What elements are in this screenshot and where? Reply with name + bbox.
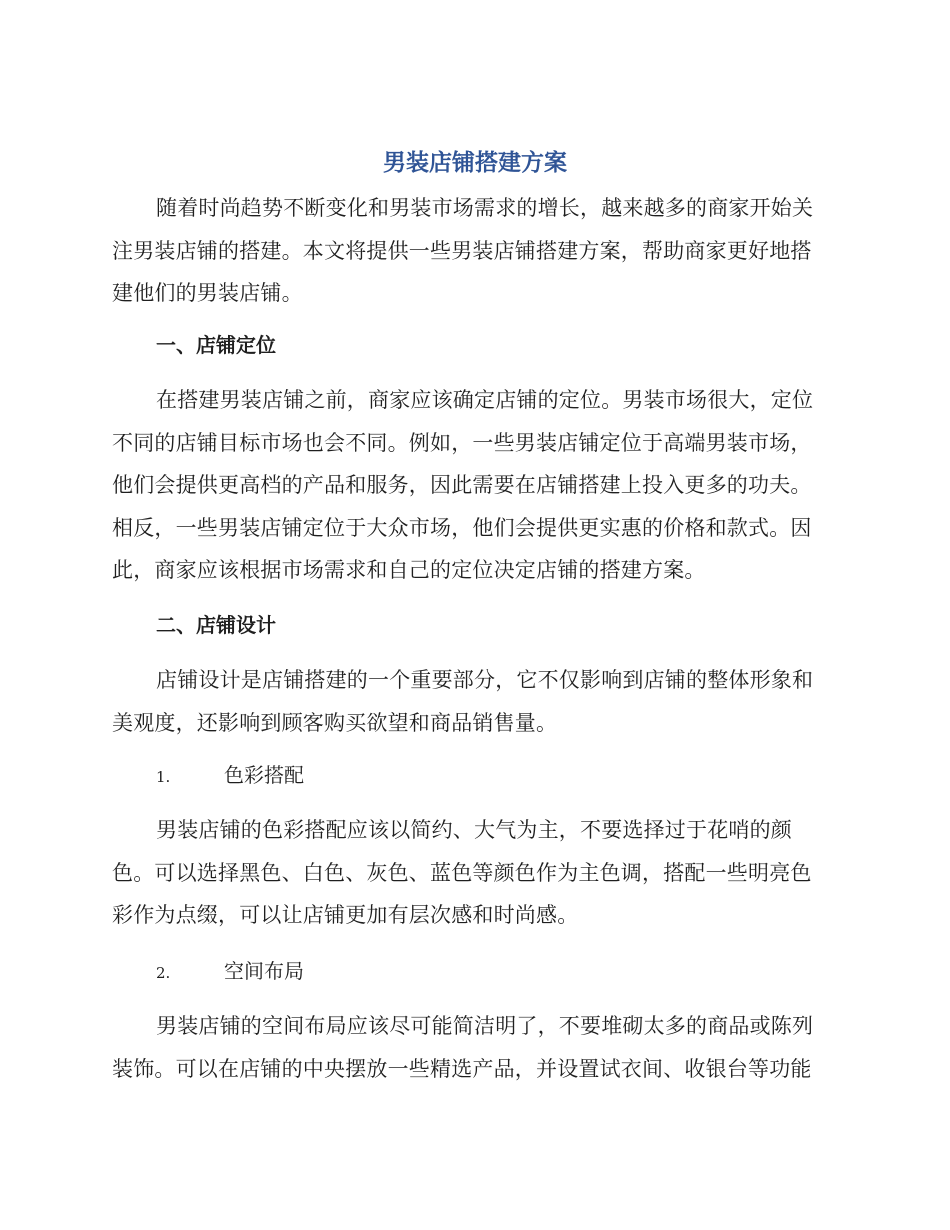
layout-paragraph: 男装店铺的空间布局应该尽可能简洁明了，不要堆砌太多的商品或陈列装饰。可以在店铺的中央摆放一些精选产品，并设置试衣间、收银台等功能	[112, 1014, 814, 1081]
list-item-layout	[156, 954, 304, 990]
list-label: 色彩搭配	[224, 763, 304, 787]
positioning-paragraph: 在搭建男装店铺之前，商家应该确定店铺的定位。男装市场很大，定位不同的店铺目标市场也会不同。例如，一些男装店铺定位于高端男装市场，他们会提供更高档的产品和服务，因此需要在店铺搭建上投入更多的功夫。相反，一些男装店铺定位于大众市场，他们会提供更实惠的价格和款式。因此，商家应该根据市场需求和自己的定位决定店铺的搭建方案。	[112, 388, 814, 582]
color-paragraph: 男装店铺的色彩搭配应该以简约、大气为主，不要选择过于花哨的颜色。可以选择黑色、白色、灰色、蓝色等颜色作为主色调，搭配一些明亮色彩作为点缀，可以让店铺更加有层次感和时尚感。	[112, 818, 812, 927]
section-heading-design: 二、店铺设计	[156, 613, 276, 637]
document-title: 男装店铺搭建方案	[383, 150, 567, 176]
intro-paragraph: 随着时尚趋势不断变化和男装市场需求的增长，越来越多的商家开始关注男装店铺的搭建。本文将提供一些男装店铺搭建方案，帮助商家更好地搭建他们的男装店铺。	[112, 196, 814, 305]
section-heading-positioning: 一、店铺定位	[156, 333, 276, 357]
list-item-color	[156, 758, 304, 794]
design-paragraph: 店铺设计是店铺搭建的一个重要部分，它不仅影响到店铺的整体形象和美观度，还影响到顾客购买欲望和商品销售量。	[112, 668, 814, 735]
list-number: 2.	[156, 964, 171, 982]
list-number: 1.	[156, 768, 171, 786]
list-label: 空间布局	[224, 959, 304, 983]
